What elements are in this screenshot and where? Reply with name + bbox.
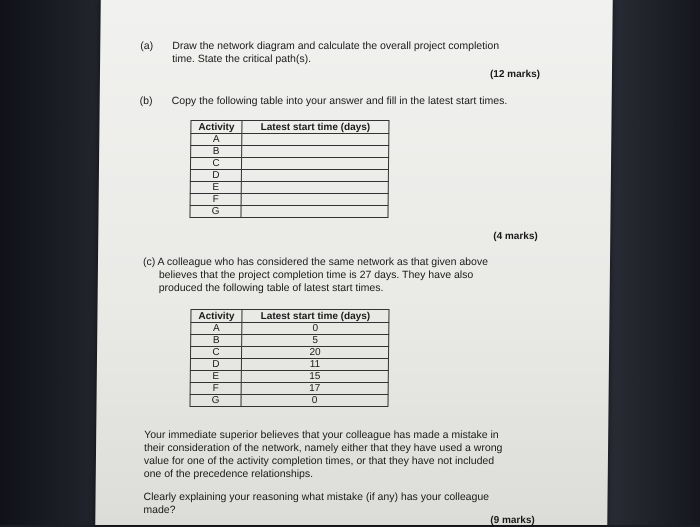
activity-cell: D [190,359,241,371]
table-row [190,206,388,218]
exam-paper [95,0,612,525]
question-line1: Clearly explaining your reasoning what mistake (if any) has your colleague [143,491,490,503]
header-latest-start: Latest start time (days) [242,310,389,323]
time-cell [241,194,388,206]
table-row [190,347,388,359]
activity-cell: F [190,194,241,206]
background-left [0,0,100,525]
superior-para-line2: their consideration of the network, namely either that they have used a wrong [143,442,503,454]
table-row [191,146,389,158]
table-row [191,134,389,146]
part-c-line2: believes that the project completion time is 27 days. They have also [158,269,474,281]
time-cell [241,206,388,218]
table-row [191,323,389,335]
part-a-marks: (12 marks) [489,69,541,80]
time-cell: 17 [241,383,388,395]
activity-cell: C [190,158,241,170]
header-activity: Activity [191,121,242,134]
part-c-marks: (9 marks) [490,515,535,526]
part-b-label: (b) [139,95,153,107]
part-b-marks: (4 marks) [493,231,538,242]
header-latest-start: Latest start time (days) [242,121,389,134]
activity-cell: B [191,146,242,158]
activity-cell: A [191,323,242,335]
activity-cell: A [191,134,242,146]
time-cell [241,182,388,194]
activity-cell: G [190,206,241,218]
latest-start-table-blank [189,120,389,218]
table-row [190,158,388,170]
table-row [190,182,388,194]
table-row [190,170,388,182]
table-row [190,395,388,407]
activity-cell: G [190,395,241,407]
time-cell [242,146,389,158]
superior-para-line3: value for one of the activity completion times, or that they have not included [143,455,495,467]
activity-cell: C [190,347,241,359]
table-row [190,359,388,371]
activity-cell: D [190,170,241,182]
background-right [605,0,700,525]
time-cell: 11 [241,359,388,371]
superior-para-line1: Your immediate superior believes that your colleague has made a mistake in [144,429,499,441]
superior-para-line4: one of the precedence relationships. [143,468,314,480]
time-cell [241,170,388,182]
activity-cell: F [190,383,241,395]
time-cell: 0 [242,323,389,335]
time-cell: 5 [242,335,389,347]
part-a-line1: Draw the network diagram and calculate the overall project completion [172,40,500,52]
question-line2: made? [143,504,176,516]
time-cell: 15 [241,371,388,383]
time-cell: 20 [241,347,388,359]
part-a-line2: time. State the critical path(s). [172,53,312,65]
part-c-line3: produced the following table of latest start times. [158,282,384,294]
part-b-text: Copy the following table into your answer and fill in the latest start times. [171,95,508,107]
table-row [190,383,388,395]
table-row [191,335,389,347]
table-row [190,371,388,383]
part-c-line1: (c) A colleague who has considered the same network as that given above [142,256,489,268]
latest-start-table-colleague [189,309,389,407]
table-header-row [191,121,389,134]
time-cell: 0 [241,395,388,407]
part-a-label: (a) [140,40,154,52]
time-cell [242,134,389,146]
activity-cell: E [190,371,241,383]
table-header-row [191,310,389,323]
table-row [190,194,388,206]
activity-cell: B [191,335,242,347]
activity-cell: E [190,182,241,194]
time-cell [241,158,388,170]
header-activity: Activity [191,310,242,323]
